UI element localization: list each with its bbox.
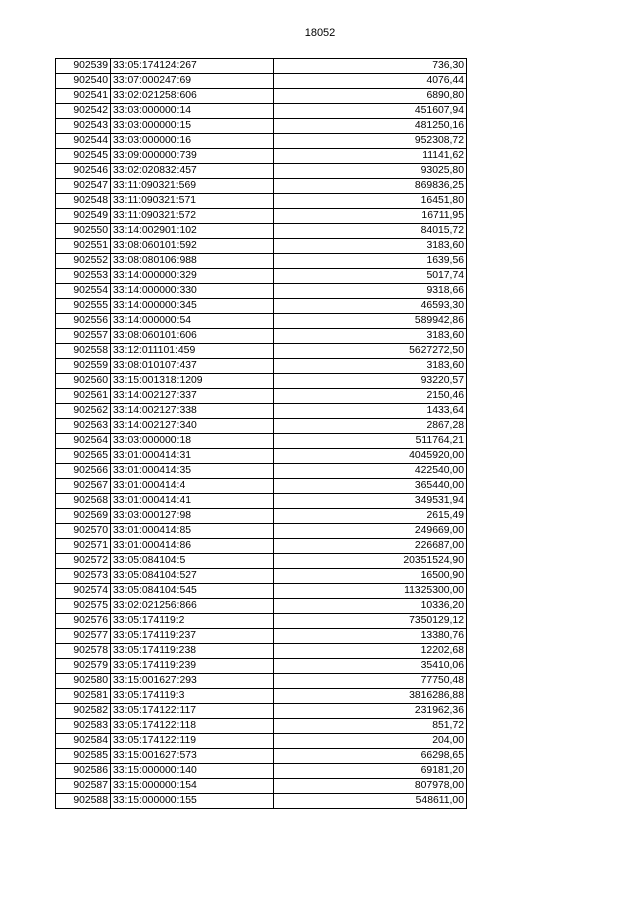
value-cell: 16500,90 [274, 569, 467, 584]
row-id-cell: 902549 [56, 209, 111, 224]
row-id-cell: 902544 [56, 134, 111, 149]
value-cell: 10336,20 [274, 599, 467, 614]
row-id-cell: 902563 [56, 419, 111, 434]
cadastral-number-cell: 33:14:002127:338 [111, 404, 274, 419]
value-cell: 869836,25 [274, 179, 467, 194]
value-cell: 231962,36 [274, 704, 467, 719]
table-row [56, 719, 467, 734]
cadastral-number-cell: 33:05:174124:267 [111, 59, 274, 74]
table-row [56, 119, 467, 134]
value-cell: 249669,00 [274, 524, 467, 539]
row-id-cell: 902587 [56, 779, 111, 794]
value-cell: 952308,72 [274, 134, 467, 149]
value-cell: 851,72 [274, 719, 467, 734]
row-id-cell: 902546 [56, 164, 111, 179]
value-cell: 16711,95 [274, 209, 467, 224]
value-cell: 2615,49 [274, 509, 467, 524]
row-id-cell: 902552 [56, 254, 111, 269]
value-cell: 548611,00 [274, 794, 467, 809]
cadastral-number-cell: 33:14:000000:345 [111, 299, 274, 314]
row-id-cell: 902565 [56, 449, 111, 464]
value-cell: 84015,72 [274, 224, 467, 239]
value-cell: 5627272,50 [274, 344, 467, 359]
row-id-cell: 902543 [56, 119, 111, 134]
cadastral-number-cell: 33:05:174122:119 [111, 734, 274, 749]
value-cell: 1639,56 [274, 254, 467, 269]
table-row [56, 209, 467, 224]
cadastral-number-cell: 33:01:000414:41 [111, 494, 274, 509]
registry-table [55, 58, 467, 809]
table-row [56, 794, 467, 809]
row-id-cell: 902567 [56, 479, 111, 494]
value-cell: 204,00 [274, 734, 467, 749]
table-row [56, 224, 467, 239]
table-row [56, 449, 467, 464]
row-id-cell: 902545 [56, 149, 111, 164]
table-row [56, 629, 467, 644]
value-cell: 16451,80 [274, 194, 467, 209]
row-id-cell: 902574 [56, 584, 111, 599]
row-id-cell: 902541 [56, 89, 111, 104]
table-row [56, 704, 467, 719]
value-cell: 807978,00 [274, 779, 467, 794]
row-id-cell: 902542 [56, 104, 111, 119]
value-cell: 9318,66 [274, 284, 467, 299]
table-row [56, 344, 467, 359]
table-row [56, 749, 467, 764]
value-cell: 93220,57 [274, 374, 467, 389]
row-id-cell: 902577 [56, 629, 111, 644]
value-cell: 511764,21 [274, 434, 467, 449]
row-id-cell: 902557 [56, 329, 111, 344]
table-row [56, 284, 467, 299]
table-row [56, 374, 467, 389]
table-row [56, 254, 467, 269]
row-id-cell: 902553 [56, 269, 111, 284]
row-id-cell: 902556 [56, 314, 111, 329]
row-id-cell: 902569 [56, 509, 111, 524]
row-id-cell: 902580 [56, 674, 111, 689]
value-cell: 11325300,00 [274, 584, 467, 599]
table-row [56, 134, 467, 149]
row-id-cell: 902554 [56, 284, 111, 299]
row-id-cell: 902561 [56, 389, 111, 404]
value-cell: 3183,60 [274, 329, 467, 344]
table-row [56, 779, 467, 794]
value-cell: 451607,94 [274, 104, 467, 119]
table-row [56, 419, 467, 434]
table-row [56, 164, 467, 179]
row-id-cell: 902572 [56, 554, 111, 569]
cadastral-number-cell: 33:09:000000:739 [111, 149, 274, 164]
cadastral-number-cell: 33:15:001627:293 [111, 674, 274, 689]
row-id-cell: 902566 [56, 464, 111, 479]
row-id-cell: 902570 [56, 524, 111, 539]
row-id-cell: 902559 [56, 359, 111, 374]
value-cell: 1433,64 [274, 404, 467, 419]
table-row [56, 314, 467, 329]
table-row [56, 329, 467, 344]
row-id-cell: 902578 [56, 644, 111, 659]
table-row [56, 584, 467, 599]
value-cell: 5017,74 [274, 269, 467, 284]
table-row [56, 734, 467, 749]
value-cell: 93025,80 [274, 164, 467, 179]
cadastral-number-cell: 33:05:174119:2 [111, 614, 274, 629]
cadastral-number-cell: 33:05:084104:5 [111, 554, 274, 569]
value-cell: 3183,60 [274, 239, 467, 254]
cadastral-number-cell: 33:01:000414:86 [111, 539, 274, 554]
table-row [56, 569, 467, 584]
cadastral-number-cell: 33:14:000000:330 [111, 284, 274, 299]
table-row [56, 539, 467, 554]
table-row [56, 659, 467, 674]
row-id-cell: 902582 [56, 704, 111, 719]
table-row [56, 524, 467, 539]
registry-table-body [56, 59, 467, 809]
value-cell: 226687,00 [274, 539, 467, 554]
cadastral-number-cell: 33:15:001627:573 [111, 749, 274, 764]
cadastral-number-cell: 33:05:174119:239 [111, 659, 274, 674]
row-id-cell: 902583 [56, 719, 111, 734]
table-row [56, 269, 467, 284]
table-row [56, 104, 467, 119]
cadastral-number-cell: 33:07:000247:69 [111, 74, 274, 89]
value-cell: 2867,28 [274, 419, 467, 434]
table-row [56, 74, 467, 89]
table-row [56, 194, 467, 209]
table-row [56, 239, 467, 254]
table-row [56, 404, 467, 419]
row-id-cell: 902560 [56, 374, 111, 389]
row-id-cell: 902558 [56, 344, 111, 359]
cadastral-number-cell: 33:03:000000:16 [111, 134, 274, 149]
value-cell: 77750,48 [274, 674, 467, 689]
row-id-cell: 902573 [56, 569, 111, 584]
row-id-cell: 902576 [56, 614, 111, 629]
table-row [56, 59, 467, 74]
value-cell: 4076,44 [274, 74, 467, 89]
row-id-cell: 902579 [56, 659, 111, 674]
value-cell: 12202,68 [274, 644, 467, 659]
table-row [56, 599, 467, 614]
cadastral-number-cell: 33:14:002127:337 [111, 389, 274, 404]
table-row [56, 764, 467, 779]
value-cell: 349531,94 [274, 494, 467, 509]
cadastral-number-cell: 33:05:084104:545 [111, 584, 274, 599]
table-row [56, 674, 467, 689]
row-id-cell: 902575 [56, 599, 111, 614]
table-row [56, 299, 467, 314]
row-id-cell: 902571 [56, 539, 111, 554]
cadastral-number-cell: 33:08:010107:437 [111, 359, 274, 374]
table-row [56, 149, 467, 164]
value-cell: 422540,00 [274, 464, 467, 479]
table-row [56, 434, 467, 449]
table-row [56, 644, 467, 659]
cadastral-number-cell: 33:08:060101:592 [111, 239, 274, 254]
cadastral-number-cell: 33:15:000000:140 [111, 764, 274, 779]
table-row [56, 614, 467, 629]
cadastral-number-cell: 33:01:000414:85 [111, 524, 274, 539]
cadastral-number-cell: 33:08:060101:606 [111, 329, 274, 344]
value-cell: 3183,60 [274, 359, 467, 374]
cadastral-number-cell: 33:14:002127:340 [111, 419, 274, 434]
value-cell: 20351524,90 [274, 554, 467, 569]
value-cell: 481250,16 [274, 119, 467, 134]
cadastral-number-cell: 33:15:001318:1209 [111, 374, 274, 389]
value-cell: 69181,20 [274, 764, 467, 779]
table-row [56, 479, 467, 494]
row-id-cell: 902564 [56, 434, 111, 449]
row-id-cell: 902539 [56, 59, 111, 74]
table-row [56, 359, 467, 374]
cadastral-number-cell: 33:14:002901:102 [111, 224, 274, 239]
cadastral-number-cell: 33:05:084104:527 [111, 569, 274, 584]
cadastral-number-cell: 33:03:000000:14 [111, 104, 274, 119]
cadastral-number-cell: 33:02:021258:606 [111, 89, 274, 104]
value-cell: 6890,80 [274, 89, 467, 104]
table-row [56, 89, 467, 104]
cadastral-number-cell: 33:15:000000:155 [111, 794, 274, 809]
cadastral-number-cell: 33:02:020832:457 [111, 164, 274, 179]
row-id-cell: 902550 [56, 224, 111, 239]
cadastral-number-cell: 33:05:174119:237 [111, 629, 274, 644]
cadastral-number-cell: 33:05:174122:118 [111, 719, 274, 734]
table-row [56, 179, 467, 194]
cadastral-number-cell: 33:01:000414:4 [111, 479, 274, 494]
cadastral-number-cell: 33:14:000000:329 [111, 269, 274, 284]
row-id-cell: 902585 [56, 749, 111, 764]
value-cell: 2150,46 [274, 389, 467, 404]
value-cell: 46593,30 [274, 299, 467, 314]
value-cell: 35410,06 [274, 659, 467, 674]
row-id-cell: 902568 [56, 494, 111, 509]
cadastral-number-cell: 33:11:090321:572 [111, 209, 274, 224]
row-id-cell: 902551 [56, 239, 111, 254]
page-number: 18052 [304, 27, 336, 39]
value-cell: 3816286,88 [274, 689, 467, 704]
value-cell: 66298,65 [274, 749, 467, 764]
row-id-cell: 902581 [56, 689, 111, 704]
row-id-cell: 902540 [56, 74, 111, 89]
table-row [56, 554, 467, 569]
table-row [56, 389, 467, 404]
cadastral-number-cell: 33:05:174119:238 [111, 644, 274, 659]
value-cell: 736,30 [274, 59, 467, 74]
row-id-cell: 902586 [56, 764, 111, 779]
value-cell: 589942,86 [274, 314, 467, 329]
cadastral-number-cell: 33:11:090321:571 [111, 194, 274, 209]
cadastral-number-cell: 33:05:174122:117 [111, 704, 274, 719]
cadastral-number-cell: 33:03:000127:98 [111, 509, 274, 524]
row-id-cell: 902588 [56, 794, 111, 809]
cadastral-number-cell: 33:08:080106:988 [111, 254, 274, 269]
cadastral-number-cell: 33:03:000000:18 [111, 434, 274, 449]
row-id-cell: 902584 [56, 734, 111, 749]
cadastral-number-cell: 33:15:000000:154 [111, 779, 274, 794]
row-id-cell: 902548 [56, 194, 111, 209]
table-row [56, 509, 467, 524]
cadastral-number-cell: 33:01:000414:31 [111, 449, 274, 464]
cadastral-number-cell: 33:02:021256:866 [111, 599, 274, 614]
cadastral-number-cell: 33:11:090321:569 [111, 179, 274, 194]
table-row [56, 464, 467, 479]
cadastral-number-cell: 33:03:000000:15 [111, 119, 274, 134]
table-row [56, 689, 467, 704]
value-cell: 365440,00 [274, 479, 467, 494]
value-cell: 7350129,12 [274, 614, 467, 629]
value-cell: 13380,76 [274, 629, 467, 644]
row-id-cell: 902562 [56, 404, 111, 419]
row-id-cell: 902547 [56, 179, 111, 194]
cadastral-number-cell: 33:05:174119:3 [111, 689, 274, 704]
table-row [56, 494, 467, 509]
row-id-cell: 902555 [56, 299, 111, 314]
cadastral-number-cell: 33:14:000000:54 [111, 314, 274, 329]
cadastral-number-cell: 33:01:000414:35 [111, 464, 274, 479]
value-cell: 4045920,00 [274, 449, 467, 464]
value-cell: 11141,62 [274, 149, 467, 164]
cadastral-number-cell: 33:12:011101:459 [111, 344, 274, 359]
